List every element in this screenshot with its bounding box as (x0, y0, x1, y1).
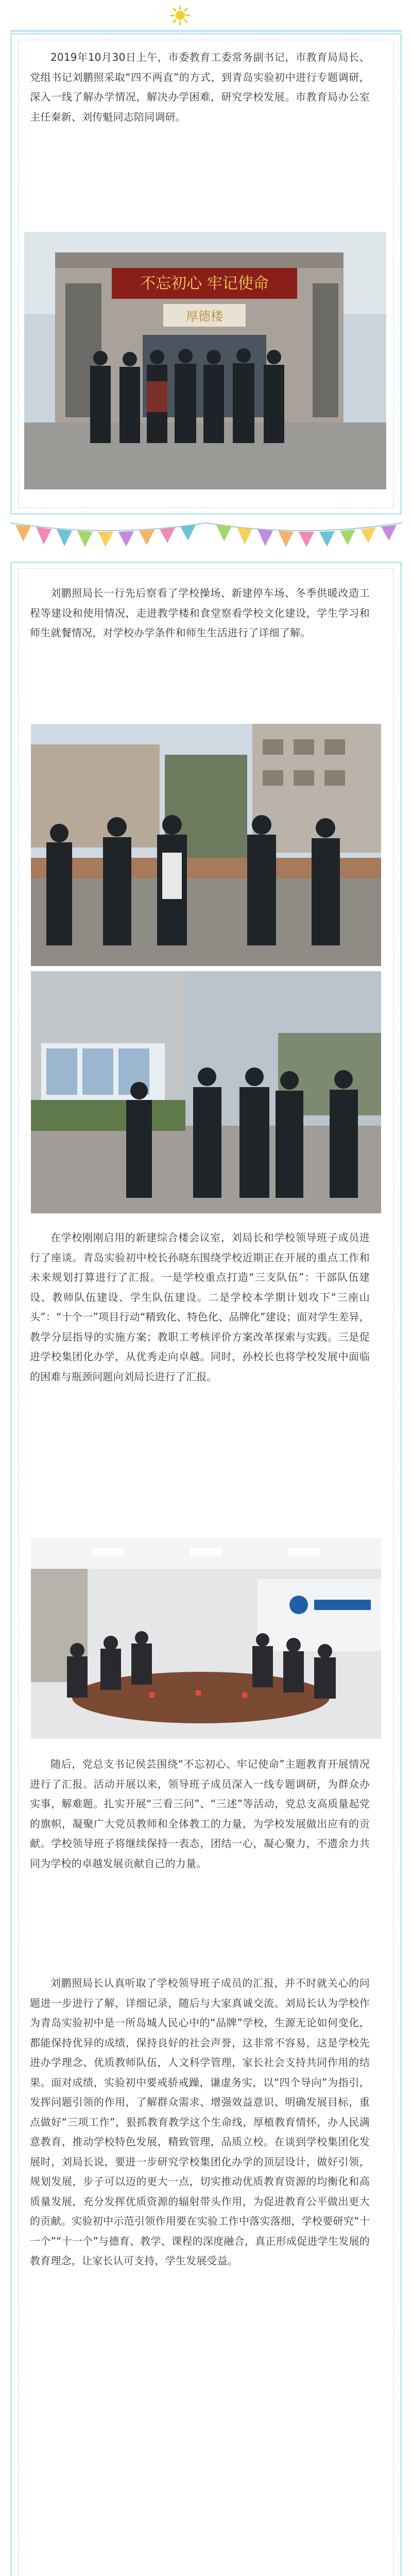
photo-tour-exhibition (31, 971, 381, 1213)
photo-tour-outdoor (31, 724, 381, 966)
sign-gold-text: 厚德楼 (186, 309, 223, 324)
section2-paragraph: 刘鹏照局长一行先后察看了学校操场、新建停车场、冬季供暖改造工程等建设和使用情况，走进教学楼和食堂察看学校文化建设，学生学习和师生就餐情况，对学校办学条件和师生生活进行了详细了解。 (30, 587, 370, 639)
photo-meeting-room (31, 1538, 381, 1739)
sun-icon (170, 5, 191, 26)
section4-paragraph-2: 刘鹏照局长认真听取了学校领导班子成员的汇报，并不时就关心的问题进一步进行了解，详细记录，随后与大家真诚交流。刘局长认为学校作为青岛实验初中是一所岛城人民心中的“品牌”学校，生源无论如何变化，都能保持优异的成绩，保持良好的社会声誉，这非常不容易，这是学校先进办学理念、优质教师队伍，人文科学管理，家长社会支持共同作用的结果。面对成绩，实验初中要戒骄戒躁，谦虚务实，以“四个导向”为指引，发挥问题引领的作用，了解群众需求、增强效益意识、明确发展目标，重点做好“三项工作”，狠抓教育教学这个生命线，厚植教育情怀，办人民满意教育，推动学校特色发展，精致管理，品质立校。在谈到学校集团化发展时，刘局长说，要进一步研究学校集团化办学的顶层设计，做好引领，规划发展，步子可以迈的更大一点，切实推动优质教育资源的均衡化和高质量发展，充分发挥优质资源的辐射带头作用，为促进教育公平做出更大的贡献。实验初中示范引领作用要在实验工作中落实落细，学校要研究“十一个”“十一个”与德育、教学、课程的深度融合，真正形成促进学生发展的教育理念，让家长认可支持，学生发展受益。 (30, 1977, 370, 2267)
bunting-decoration (10, 518, 402, 559)
section3-paragraph: 在学校刚刚启用的新建综合楼会议室，刘局长和学校领导班子成员进行了座谈。青岛实验初中校长孙晓东围绕学校近期正在开展的重点工作和未来规划打算进行了汇报。一是学校重点打造“三支队伍”：干部队伍建设、教师队伍建设、学生队伍建设。二是学校本学期计划攻下“三座山头”：“十个一”项目行动“精致化、特色化、品牌化”建设；面对学生差异，教学分层指导的实施方案；教职工考核评价方案改革探索与实践。三是促进学校集团化办学，从优秀走向卓越。同时，孙校长也将学校发展中面临的困难与瓶颈问题向刘局长进行了汇报。 (30, 1231, 370, 1383)
photo-group-building (24, 232, 386, 489)
sign-red-text: 不忘初心 牢记使命 (140, 275, 269, 293)
intro-paragraph: 2019年10月30日上午，市委教育工委常务副书记，市教育局局长、党组书记刘鹏照采取“四不两直”的方式，到青岛实验初中进行专题调研，深入一线了解办学情况，解决办学困难，研究学校发展。市教育局办公室主任秦新、刘传魁同志陪同调研。 (30, 51, 370, 123)
section4-paragraph-1: 随后，党总支书记侯芸围绕“不忘初心、牢记使命”主题教育开展情况进行了汇报。活动开展以来，领导班子成员深入一线专题调研，为群众办实事，解难题。扎实开展“三看三问”、“三述”等活动，党总支高质量起党的旗帜，凝聚广大党员教师和全体教工的力量，为学校发展做出应有的贡献。学校领导班子将继续保持一表态，团结一心，凝心聚力，不遗余力共同为学校的卓越发展贡献自己的力量。 (30, 1758, 370, 1870)
top-divider (10, 30, 402, 32)
